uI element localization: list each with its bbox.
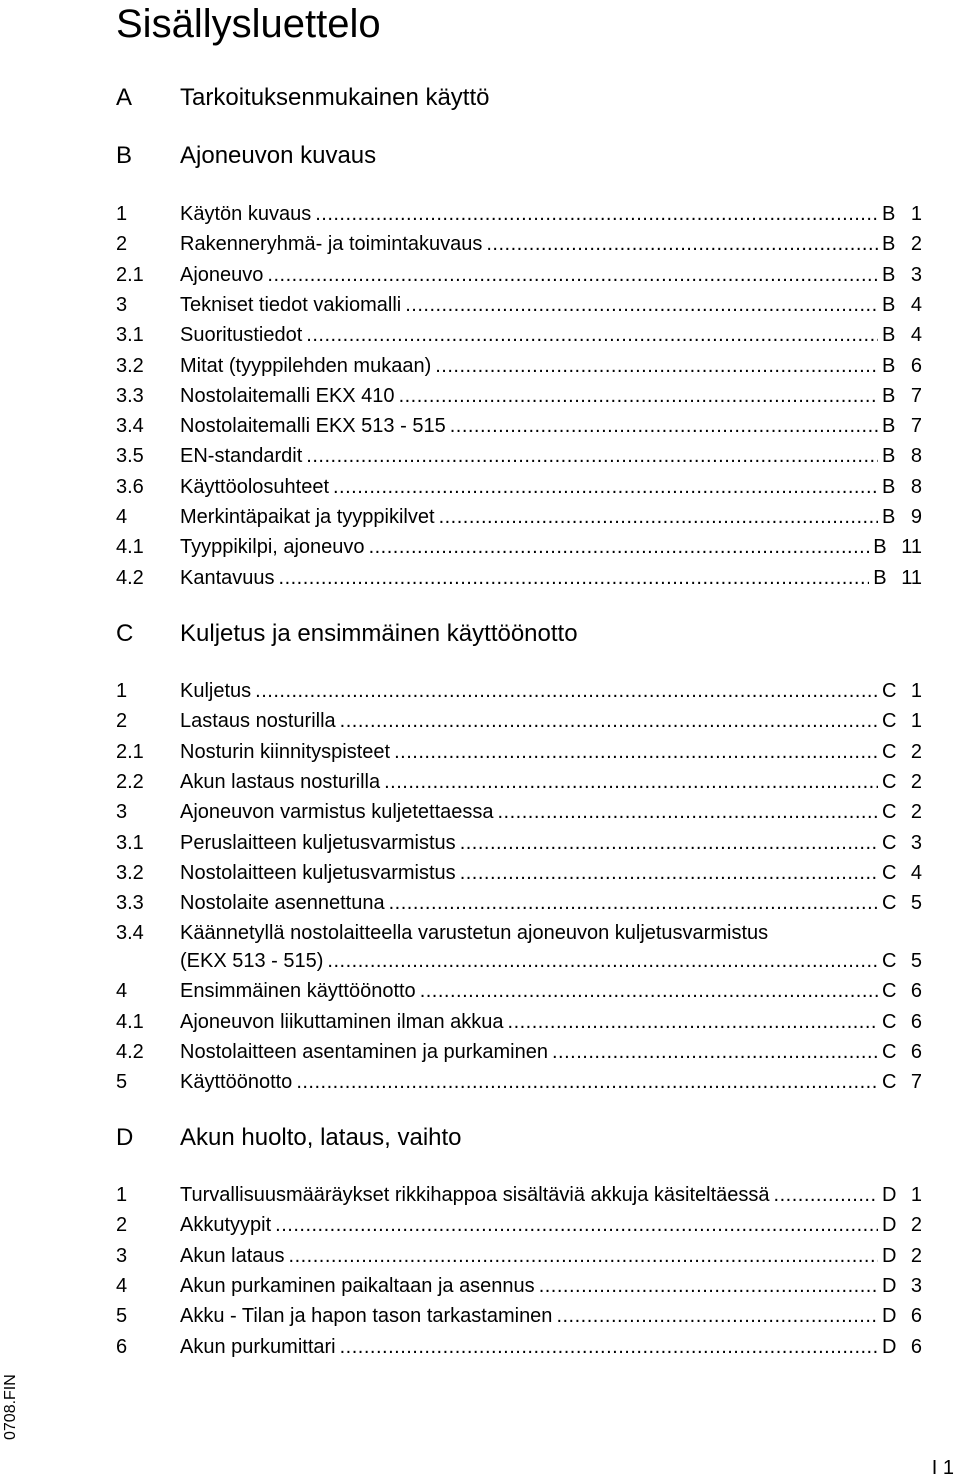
page-section-letter: C bbox=[882, 1010, 897, 1033]
dot-leader bbox=[460, 858, 878, 888]
page-section-letter: B bbox=[882, 354, 896, 377]
page-number-ref: 3 bbox=[910, 831, 922, 854]
page-reference bbox=[882, 229, 922, 259]
entry-title: Ajoneuvon liikuttaminen ilman akkua bbox=[180, 1010, 504, 1033]
page-section-letter: B bbox=[873, 536, 887, 559]
section-heading-a bbox=[0, 82, 960, 114]
section-title: Kuljetus ja ensimmäinen käyttöönotto bbox=[180, 620, 578, 647]
toc-entry[interactable] bbox=[0, 229, 960, 259]
page-reference bbox=[882, 706, 922, 736]
entry-number: 2 bbox=[116, 233, 128, 256]
entry-title: EN-standardit bbox=[180, 445, 303, 468]
dot-leader bbox=[384, 767, 878, 797]
page-reference bbox=[882, 351, 922, 381]
page-section-letter: B bbox=[882, 506, 896, 528]
toc-entry[interactable] bbox=[0, 1301, 960, 1331]
page-number-ref: 8 bbox=[910, 445, 922, 468]
dot-leader bbox=[498, 797, 879, 827]
toc-entry[interactable] bbox=[0, 976, 960, 1006]
dot-leader bbox=[556, 1301, 878, 1331]
toc-entry[interactable] bbox=[0, 290, 960, 320]
page-number-ref: 6 bbox=[910, 354, 922, 377]
entry-number: 3.1 bbox=[116, 831, 144, 854]
toc-entry[interactable] bbox=[0, 1007, 960, 1037]
toc-entry[interactable] bbox=[0, 320, 960, 350]
entry-title: Ensimmäinen käyttöönotto bbox=[180, 980, 416, 1003]
toc-entry[interactable] bbox=[0, 563, 960, 593]
page-reference bbox=[882, 472, 922, 502]
entry-number: 3.5 bbox=[116, 445, 144, 468]
toc-entry[interactable] bbox=[0, 199, 960, 229]
page-number-ref: 11 bbox=[901, 566, 922, 589]
page-reference bbox=[882, 1067, 922, 1097]
toc-entry[interactable] bbox=[0, 706, 960, 736]
dot-leader bbox=[327, 946, 878, 976]
entry-number: 5 bbox=[116, 1071, 128, 1094]
entry-number: 4.1 bbox=[116, 536, 144, 559]
dot-leader bbox=[552, 1037, 878, 1067]
page-number-ref: 6 bbox=[910, 1041, 922, 1063]
page-section-letter: C bbox=[882, 710, 897, 733]
entry-title: Akun purkumittari bbox=[180, 1335, 336, 1358]
toc-entry[interactable] bbox=[0, 472, 960, 502]
page-reference bbox=[882, 1271, 922, 1301]
entry-title: Käyttöönotto bbox=[180, 1071, 293, 1094]
page-number-ref: 4 bbox=[910, 293, 922, 316]
entry-number: 3 bbox=[116, 801, 128, 824]
entry-number: 4 bbox=[116, 1274, 128, 1297]
page-number-ref: 8 bbox=[910, 475, 922, 498]
page-reference bbox=[882, 1210, 922, 1240]
dot-leader bbox=[315, 199, 878, 229]
entry-title: Käytön kuvaus bbox=[180, 203, 312, 225]
dot-leader bbox=[508, 1007, 878, 1037]
entry-number: 1 bbox=[116, 680, 128, 702]
entry-title: Käyttöolosuhteet bbox=[180, 475, 329, 498]
page-number-ref: 6 bbox=[910, 980, 922, 1003]
entry-title: Merkintäpaikat ja tyyppikilvet bbox=[180, 506, 435, 528]
entry-title: Nostolaitteen kuljetusvarmistus bbox=[180, 861, 456, 884]
dot-leader bbox=[340, 1332, 878, 1362]
page-number-ref: 4 bbox=[910, 861, 922, 884]
toc-entry[interactable] bbox=[0, 797, 960, 827]
dot-leader bbox=[389, 888, 878, 918]
page-section-letter: D bbox=[882, 1244, 897, 1267]
entry-title: Nosturin kiinnityspisteet bbox=[180, 740, 391, 763]
page-section-letter: B bbox=[882, 445, 896, 468]
page-section-letter: C bbox=[882, 770, 897, 793]
toc-entry[interactable] bbox=[0, 1180, 960, 1210]
section-heading-b bbox=[0, 140, 960, 172]
dot-leader bbox=[267, 260, 878, 290]
page-reference bbox=[882, 199, 922, 229]
page-reference bbox=[882, 858, 922, 888]
entry-title: Tekniset tiedot vakiomalli bbox=[180, 293, 402, 316]
dot-leader bbox=[774, 1180, 878, 1210]
toc-entry[interactable] bbox=[0, 260, 960, 290]
entry-number: 4.2 bbox=[116, 1041, 144, 1063]
page-reference bbox=[882, 441, 922, 471]
section-heading-c bbox=[0, 618, 960, 650]
dot-leader bbox=[333, 472, 878, 502]
page-reference bbox=[882, 946, 922, 976]
page-section-letter: C bbox=[882, 980, 897, 1003]
page-section-letter: B bbox=[882, 324, 896, 347]
dot-leader bbox=[369, 532, 870, 562]
entry-title: Akkutyypit bbox=[180, 1214, 272, 1237]
entry-title: Nostolaitemalli EKX 513 - 515 bbox=[180, 415, 446, 438]
section-letter: A bbox=[116, 84, 133, 111]
page-reference bbox=[873, 563, 922, 593]
page-section-letter: D bbox=[882, 1305, 897, 1328]
page-number-ref: 5 bbox=[910, 892, 922, 915]
dot-leader bbox=[539, 1271, 878, 1301]
page-number-ref: 2 bbox=[910, 1214, 922, 1237]
entry-number: 3.4 bbox=[116, 415, 144, 438]
entry-number: 1 bbox=[116, 203, 128, 225]
page-reference bbox=[882, 1007, 922, 1037]
page-number-ref: 7 bbox=[910, 1071, 922, 1094]
entry-number: 2.1 bbox=[116, 263, 144, 286]
page-reference bbox=[882, 290, 922, 320]
dot-leader bbox=[306, 320, 878, 350]
page-number-ref: 6 bbox=[910, 1335, 922, 1358]
page-section-letter: C bbox=[882, 740, 897, 763]
section-heading-d bbox=[0, 1122, 960, 1154]
toc-entry[interactable] bbox=[0, 858, 960, 888]
dot-leader bbox=[439, 502, 878, 532]
entry-title: Kantavuus bbox=[180, 566, 275, 589]
toc-entry[interactable] bbox=[0, 1332, 960, 1362]
toc-entry[interactable] bbox=[0, 888, 960, 918]
entry-number: 3.6 bbox=[116, 475, 144, 498]
page-reference bbox=[882, 320, 922, 350]
page-reference bbox=[882, 828, 922, 858]
page-number-ref: 5 bbox=[910, 950, 922, 973]
entry-number: 3.2 bbox=[116, 354, 144, 377]
entry-title: Nostolaitteen asentaminen ja purkaminen bbox=[180, 1041, 548, 1063]
toc-entry[interactable] bbox=[0, 918, 960, 976]
page-reference bbox=[882, 976, 922, 1006]
page-number-ref: 11 bbox=[901, 536, 922, 559]
entry-number: 3.4 bbox=[116, 922, 144, 945]
page-number-ref: 1 bbox=[910, 680, 922, 702]
entry-title: Rakenneryhmä- ja toimintakuvaus bbox=[180, 233, 483, 256]
entry-title: Ajoneuvo bbox=[180, 263, 264, 286]
entry-title: Mitat (tyyppilehden mukaan) bbox=[180, 354, 432, 377]
page-section-letter: B bbox=[882, 384, 896, 407]
dot-leader bbox=[394, 737, 878, 767]
entry-title: Akun lataus bbox=[180, 1244, 285, 1267]
page-number-ref: 7 bbox=[910, 415, 922, 438]
entry-number: 4.1 bbox=[116, 1010, 144, 1033]
entry-title: Ajoneuvon varmistus kuljetettaessa bbox=[180, 801, 494, 824]
page-number-ref: 1 bbox=[910, 710, 922, 733]
page-reference bbox=[882, 381, 922, 411]
dot-leader bbox=[420, 976, 878, 1006]
page-number-ref: 7 bbox=[910, 384, 922, 407]
document-code: 0708.FIN bbox=[2, 1374, 19, 1440]
page-section-letter: B bbox=[873, 566, 887, 589]
page-section-letter: B bbox=[882, 203, 896, 225]
page-section-letter: B bbox=[882, 233, 896, 256]
dot-leader bbox=[399, 381, 878, 411]
entry-number: 3.1 bbox=[116, 324, 144, 347]
entry-number: 3 bbox=[116, 293, 128, 316]
page-reference bbox=[882, 502, 922, 532]
page-reference bbox=[882, 737, 922, 767]
page-reference bbox=[882, 797, 922, 827]
page-section-letter: C bbox=[882, 861, 897, 884]
toc-entry[interactable] bbox=[0, 411, 960, 441]
dot-leader bbox=[255, 676, 878, 706]
entry-number: 4 bbox=[116, 506, 128, 528]
entry-title: Akun lastaus nosturilla bbox=[180, 770, 381, 793]
toc-entry[interactable] bbox=[0, 1271, 960, 1301]
entry-title: Peruslaitteen kuljetusvarmistus bbox=[180, 831, 456, 854]
entry-title: Käännetyllä nostolaitteella varustetun ajoneuvon kuljetusvarmistus bbox=[180, 922, 769, 945]
page-section-letter: C bbox=[882, 892, 897, 915]
dot-leader bbox=[450, 411, 878, 441]
page-number-ref: 2 bbox=[910, 1244, 922, 1267]
entry-title-continued: (EKX 513 - 515) bbox=[180, 950, 324, 973]
dot-leader bbox=[486, 229, 878, 259]
page-section-letter: C bbox=[882, 1041, 897, 1063]
dot-leader bbox=[289, 1241, 878, 1271]
page-number-ref: 2 bbox=[910, 801, 922, 824]
page-section-letter: C bbox=[882, 801, 897, 824]
toc-entry[interactable] bbox=[0, 351, 960, 381]
page-number: I 1 bbox=[931, 1457, 954, 1479]
page-title: Sisällysluettelo bbox=[116, 2, 381, 46]
entry-number: 3 bbox=[116, 1244, 128, 1267]
entry-number: 3.3 bbox=[116, 384, 144, 407]
entry-number: 4.2 bbox=[116, 566, 144, 589]
toc-entry[interactable] bbox=[0, 1067, 960, 1097]
entry-title: Akun purkaminen paikaltaan ja asennus bbox=[180, 1274, 535, 1297]
page-section-letter: C bbox=[882, 950, 897, 973]
page-number-ref: 4 bbox=[910, 324, 922, 347]
page-reference bbox=[873, 532, 922, 562]
page-number-ref: 6 bbox=[910, 1305, 922, 1328]
entry-number: 2.1 bbox=[116, 740, 144, 763]
entry-number: 3.2 bbox=[116, 861, 144, 884]
toc-entry[interactable] bbox=[0, 767, 960, 797]
page-reference bbox=[882, 1037, 922, 1067]
page-section-letter: B bbox=[882, 293, 896, 316]
toc-entry[interactable] bbox=[0, 502, 960, 532]
dot-leader bbox=[275, 1210, 878, 1240]
section-title: Tarkoituksenmukainen käyttö bbox=[180, 84, 490, 111]
entry-number: 1 bbox=[116, 1184, 128, 1206]
page-section-letter: D bbox=[882, 1214, 897, 1237]
page-section-letter: D bbox=[882, 1335, 897, 1358]
entry-title: Kuljetus bbox=[180, 680, 252, 702]
page-number-ref: 1 bbox=[910, 1184, 922, 1206]
page-reference bbox=[882, 1332, 922, 1362]
entry-number: 3.3 bbox=[116, 892, 144, 915]
section-title: Akun huolto, lataus, vaihto bbox=[180, 1124, 462, 1151]
entry-title: Turvallisuusmääräykset rikkihappoa sisältäviä akkuja käsiteltäessä bbox=[180, 1184, 770, 1206]
entry-title: Nostolaitemalli EKX 410 bbox=[180, 384, 395, 407]
page-number-ref: 6 bbox=[910, 1010, 922, 1033]
entry-title: Lastaus nosturilla bbox=[180, 710, 336, 733]
page-reference bbox=[882, 676, 922, 706]
page-reference bbox=[882, 1180, 922, 1210]
entry-title: Akku - Tilan ja hapon tason tarkastaminen bbox=[180, 1305, 553, 1328]
page-number-ref: 9 bbox=[910, 506, 922, 528]
toc-entry[interactable] bbox=[0, 828, 960, 858]
dot-leader bbox=[435, 351, 878, 381]
page-section-letter: B bbox=[882, 475, 896, 498]
page-section-letter: C bbox=[882, 1071, 897, 1094]
entry-title: Nostolaite asennettuna bbox=[180, 892, 385, 915]
toc-entry[interactable] bbox=[0, 676, 960, 706]
page-section-letter: D bbox=[882, 1274, 897, 1297]
entry-number: 6 bbox=[116, 1335, 128, 1358]
section-title: Ajoneuvon kuvaus bbox=[180, 142, 377, 169]
page-reference bbox=[882, 888, 922, 918]
entry-title: Suoritustiedot bbox=[180, 324, 303, 347]
entry-number: 2.2 bbox=[116, 770, 144, 793]
page-section-letter: B bbox=[882, 263, 896, 286]
toc-entry[interactable] bbox=[0, 737, 960, 767]
dot-leader bbox=[306, 441, 878, 471]
entry-title: Tyyppikilpi, ajoneuvo bbox=[180, 536, 365, 559]
page-number-ref: 2 bbox=[910, 770, 922, 793]
dot-leader bbox=[340, 706, 878, 736]
toc-entry[interactable] bbox=[0, 532, 960, 562]
section-letter: C bbox=[116, 620, 134, 647]
section-letter: D bbox=[116, 1124, 134, 1151]
entry-number: 2 bbox=[116, 710, 128, 733]
toc-entry[interactable] bbox=[0, 441, 960, 471]
page-section-letter: C bbox=[882, 680, 897, 702]
page-reference bbox=[882, 767, 922, 797]
page-number-ref: 1 bbox=[910, 203, 922, 225]
entry-number: 5 bbox=[116, 1305, 128, 1328]
section-letter: B bbox=[116, 142, 133, 169]
page-reference bbox=[882, 260, 922, 290]
toc-entry[interactable] bbox=[0, 1037, 960, 1067]
page-section-letter: C bbox=[882, 831, 897, 854]
dot-leader bbox=[460, 828, 878, 858]
page-number-ref: 2 bbox=[910, 740, 922, 763]
page-number-ref: 2 bbox=[910, 233, 922, 256]
toc-entry[interactable] bbox=[0, 381, 960, 411]
page-section-letter: B bbox=[882, 415, 896, 438]
page-number-ref: 3 bbox=[910, 263, 922, 286]
entry-number: 4 bbox=[116, 980, 128, 1003]
page-section-letter: D bbox=[882, 1184, 897, 1206]
dot-leader bbox=[279, 563, 870, 593]
dot-leader bbox=[405, 290, 878, 320]
toc-entry[interactable] bbox=[0, 1210, 960, 1240]
page-reference bbox=[882, 1301, 922, 1331]
entry-number: 2 bbox=[116, 1214, 128, 1237]
page-reference bbox=[882, 1241, 922, 1271]
toc-entry[interactable] bbox=[0, 1241, 960, 1271]
page-reference bbox=[882, 411, 922, 441]
dot-leader bbox=[296, 1067, 878, 1097]
page-number-ref: 3 bbox=[910, 1274, 922, 1297]
